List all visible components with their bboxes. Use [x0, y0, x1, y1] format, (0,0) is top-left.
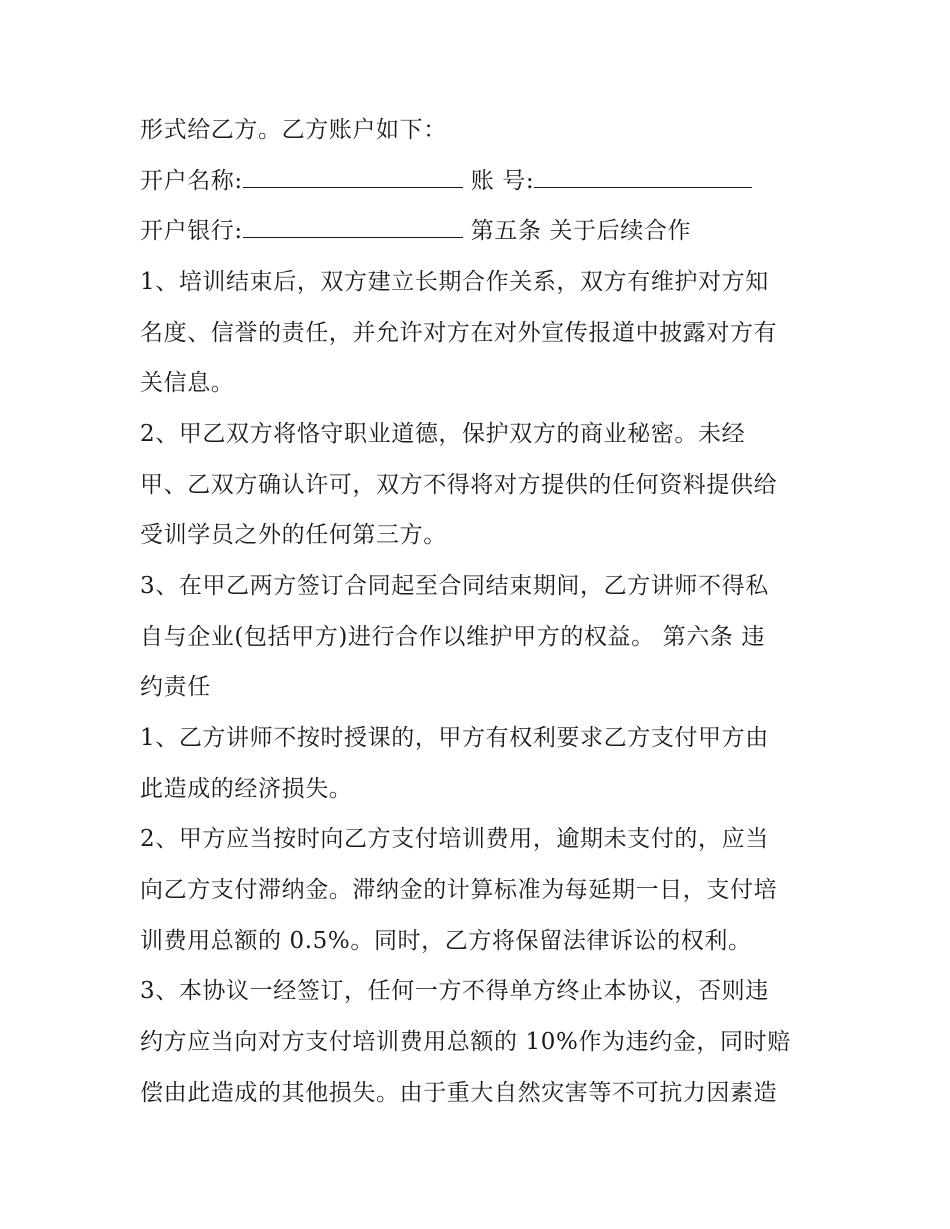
- text-line: 3、本协议一经签订，任何一方不得单方终止本协议，否则违: [140, 978, 769, 1004]
- text-line: 1、培训结束后，双方建立长期合作关系，双方有维护对方知: [140, 269, 769, 295]
- text-line: 训费用总额的 0.5%。同时，乙方将保留法律诉讼的权利。: [140, 928, 752, 954]
- account-number-blank: [534, 169, 752, 188]
- text-line: 形式给乙方。乙方账户如下：: [140, 117, 447, 143]
- text-line: 偿由此造成的其他损失。由于重大自然灾害等不可抗力因素造: [140, 1080, 778, 1106]
- text-line: 3、在甲乙两方签订合同起至合同结束期间，乙方讲师不得私: [140, 573, 769, 599]
- account-name-row: [140, 166, 830, 196]
- bank-blank: [243, 219, 463, 238]
- text-line: 受训学员之外的任何第三方。: [140, 522, 447, 548]
- bank-label: 开户银行:: [140, 218, 243, 244]
- account-name-blank: [243, 169, 463, 188]
- text-line: 自与企业(包括甲方)进行合作以维护甲方的权益。 第六条 违: [140, 624, 765, 650]
- text-line: 此造成的经济损失。: [140, 776, 353, 802]
- text-line: 2、甲方应当按时向乙方支付培训费用，逾期未支付的，应当: [140, 826, 769, 852]
- text-line: 关信息。: [140, 370, 235, 396]
- text-line: 约方应当向对方支付培训费用总额的 10%作为违约金，同时赔: [140, 1029, 791, 1055]
- account-name-label: 开户名称:: [140, 168, 243, 194]
- text-line: 约责任: [140, 674, 211, 700]
- text-line: 1、乙方讲师不按时授课的，甲方有权利要求乙方支付甲方由: [140, 725, 769, 751]
- bank-row: [140, 216, 830, 246]
- text-line: 2、甲乙双方将恪守职业道德，保护双方的商业秘密。未经: [140, 421, 746, 447]
- section-5-title: 第五条 关于后续合作: [470, 218, 692, 244]
- text-line: 名度、信誉的责任，并允许对方在对外宣传报道中披露对方有: [140, 320, 778, 346]
- text-line: 甲、乙双方确认许可，双方不得将对方提供的任何资料提供给: [140, 472, 778, 498]
- account-number-label: 账 号:: [470, 168, 535, 194]
- text-line: 向乙方支付滞纳金。滞纳金的计算标准为每延期一日，支付培: [140, 877, 778, 903]
